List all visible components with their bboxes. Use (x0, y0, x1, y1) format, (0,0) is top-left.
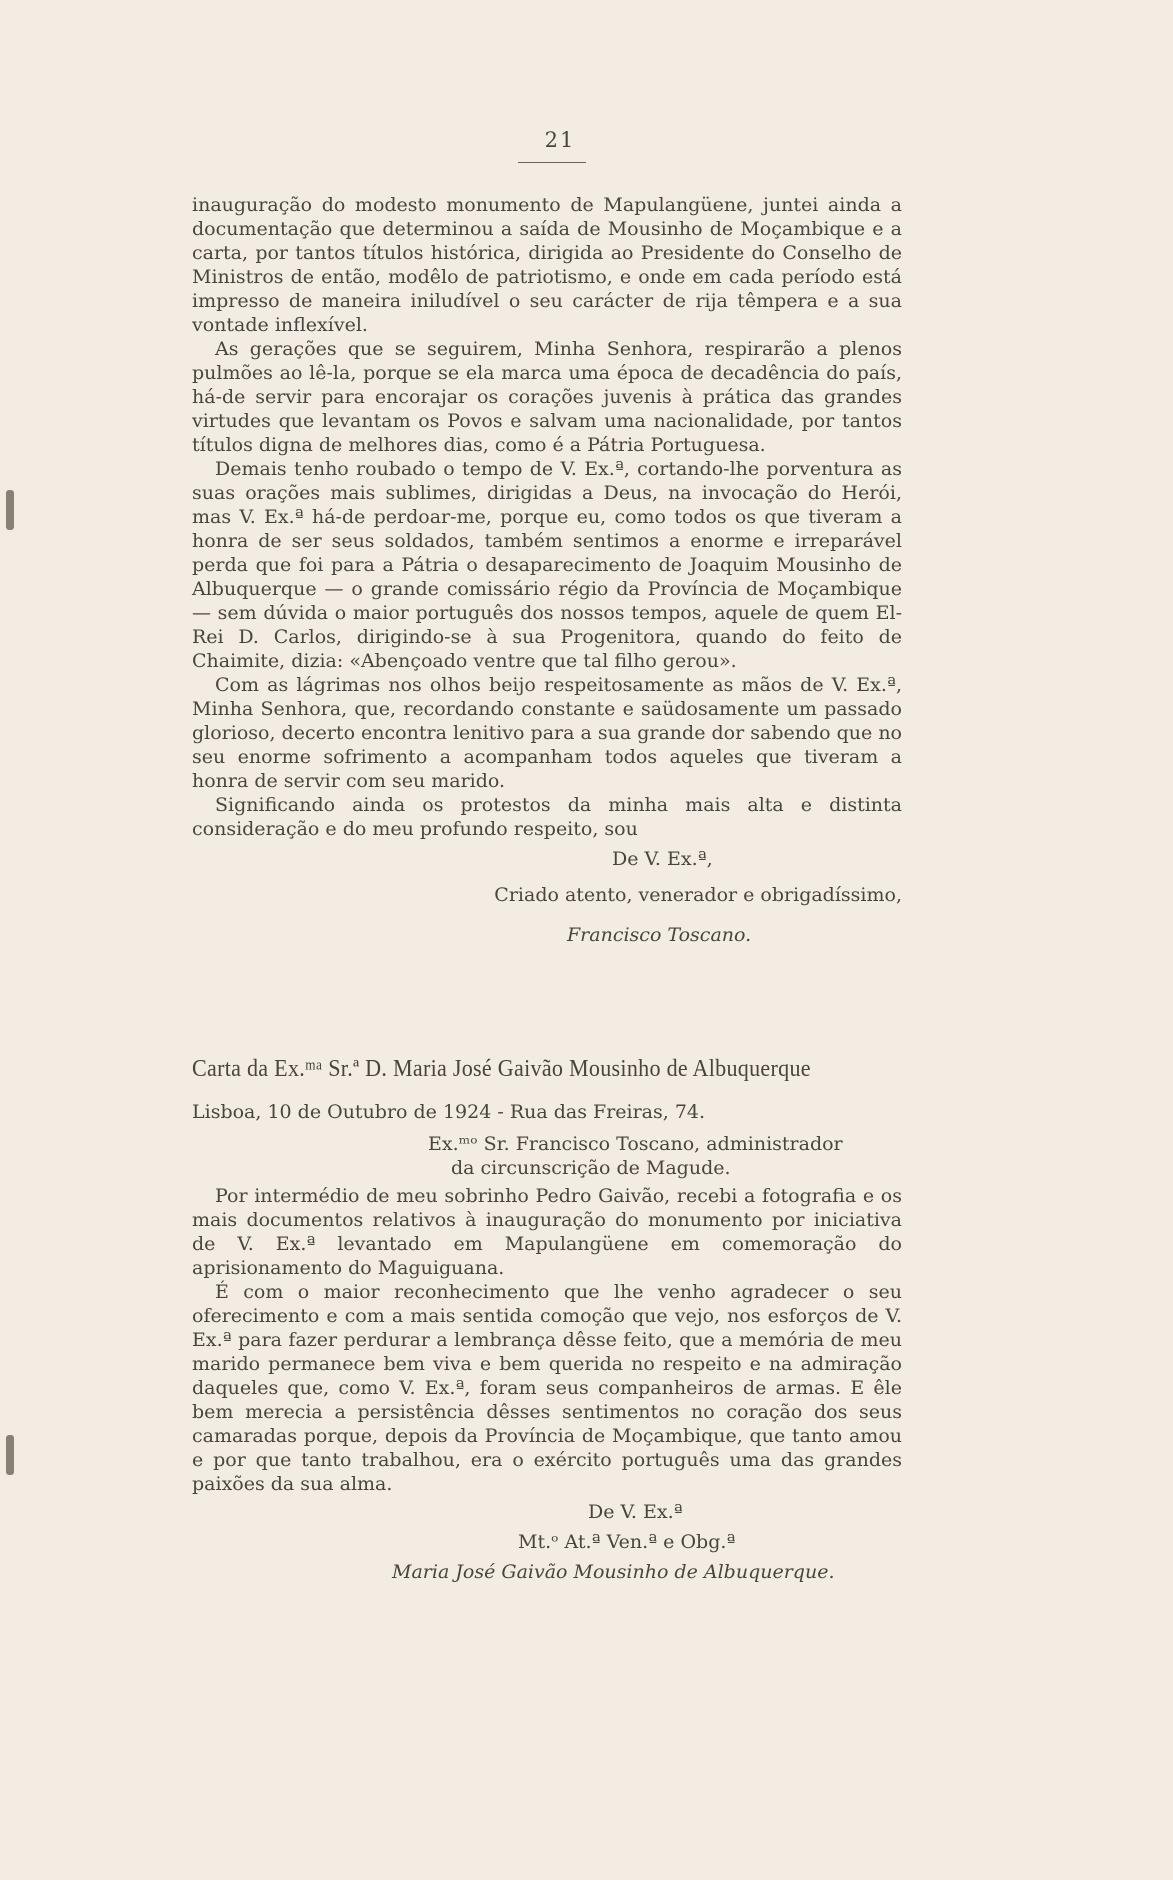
paragraph: Por intermédio de meu sobrinho Pedro Gaivão, recebi a fotografia e os mais documentos relativos à inauguração do monumento por iniciativa de V. Ex.ª levantado em Mapulangüene em comemoração do aprisionamento do Maguiguana. (192, 1185, 902, 1279)
paragraph: É com o maior reconhecimento que lhe venho agradecer o seu oferecimento e com a mais sentida comoção que vejo, nos esforços de V. Ex.ª para fazer perdurar a lembrança dêsse feito, que a memória de meu marido permanece bem viva e bem querida no respeito e na admiração daqueles que, como V. Ex.ª, foram seus companheiros de armas. E êle bem merecia a persistência dêsses sentimentos no coração dos seus camaradas porque, depois da Província de Moçambique, que tanto amou e por que tanto trabalhou, era o exército português uma das grandes paixões da sua alma. (192, 1281, 902, 1495)
paragraph: Com as lágrimas nos olhos beijo respeitosamente as mãos de V. Ex.ª, Minha Senhora, que, recordando constante e saüdosamente um passado glorioso, decerto encontra lenitivo para a sua grande dor sabendo que no seu enorme sofrimento a acompanham todos aqueles que tiveram a honra de servir com seu marido. (192, 674, 902, 792)
dateline: Lisboa, 10 de Outubro de 1924 - Rua das Freiras, 74. (192, 1101, 706, 1123)
letter-greeting: De V. Ex.ª, (612, 848, 713, 870)
paragraph: Significando ainda os protestos da minha mais alta e distinta consideração e do meu profundo respeito, sou (192, 794, 902, 840)
letter-greeting: De V. Ex.ª (588, 1501, 683, 1523)
letter-signature: Francisco Toscano. (567, 924, 752, 946)
paragraph: inauguração do modesto monumento de Mapulangüene, juntei ainda a documentação que determinou a saída de Mousinho de Moçambique e a carta, por tantos títulos histórica, dirigida ao Presidente do Conselho de Ministros de então, modêlo de patriotismo, e onde em cada período está impresso de maneira iniludível o seu carácter de rija têmpera e a sua vontade inflexível. (192, 194, 902, 336)
recipient-line: Ex.ᵐᵒ Sr. Francisco Toscano, administrador (428, 1133, 843, 1155)
recipient-line: da circunscrição de Magude. (451, 1157, 731, 1179)
page-number-rule (518, 162, 586, 163)
letter-closing: Mt.ᵒ At.ª Ven.ª e Obg.ª (518, 1531, 736, 1553)
paragraph: As gerações que se seguirem, Minha Senhora, respirarão a plenos pulmões ao lê-la, porque se ela marca uma época de decadência do país, há-de servir para encorajar os corações juvenis à prática das grandes virtudes que levantam os Povos e salvam uma nacionalidade, por tantos títulos digna de melhores dias, como é a Pátria Portuguesa. (192, 338, 902, 456)
letter-closing: Criado atento, venerador e obrigadíssimo, (494, 884, 902, 906)
paragraph: Demais tenho roubado o tempo de V. Ex.ª, cortando-lhe porventura as suas orações mais sublimes, dirigidas a Deus, na invocação do Herói, mas V. Ex.ª há-de perdoar-me, porque eu, como todos os que tiveram a honra de ser seus soldados, também sentimos a enorme e irreparável perda que foi para a Pátria o desaparecimento de Joaquim Mousinho de Albuquerque — o grande comissário régio da Província de Moçambique — sem dúvida o maior português dos nossos tempos, aquele de quem El-Rei D. Carlos, dirigindo-se à sua Progenitora, quando do feito de Chaimite, dizia: «Abençoado ventre que tal filho gerou». (192, 458, 902, 672)
letter-signature: Maria José Gaivão Mousinho de Albuquerque. (392, 1561, 835, 1583)
page-number: 21 (544, 128, 576, 152)
letter-one (192, 193, 902, 947)
letter-two (192, 1100, 902, 1584)
binding-mark (6, 1435, 14, 1475)
recipient (192, 1132, 902, 1180)
binding-mark (6, 490, 14, 530)
section-heading: Carta da Ex.ᵐᵃ Sr.ª D. Maria José Gaivão Mousinho de Albuquerque (192, 1056, 811, 1082)
